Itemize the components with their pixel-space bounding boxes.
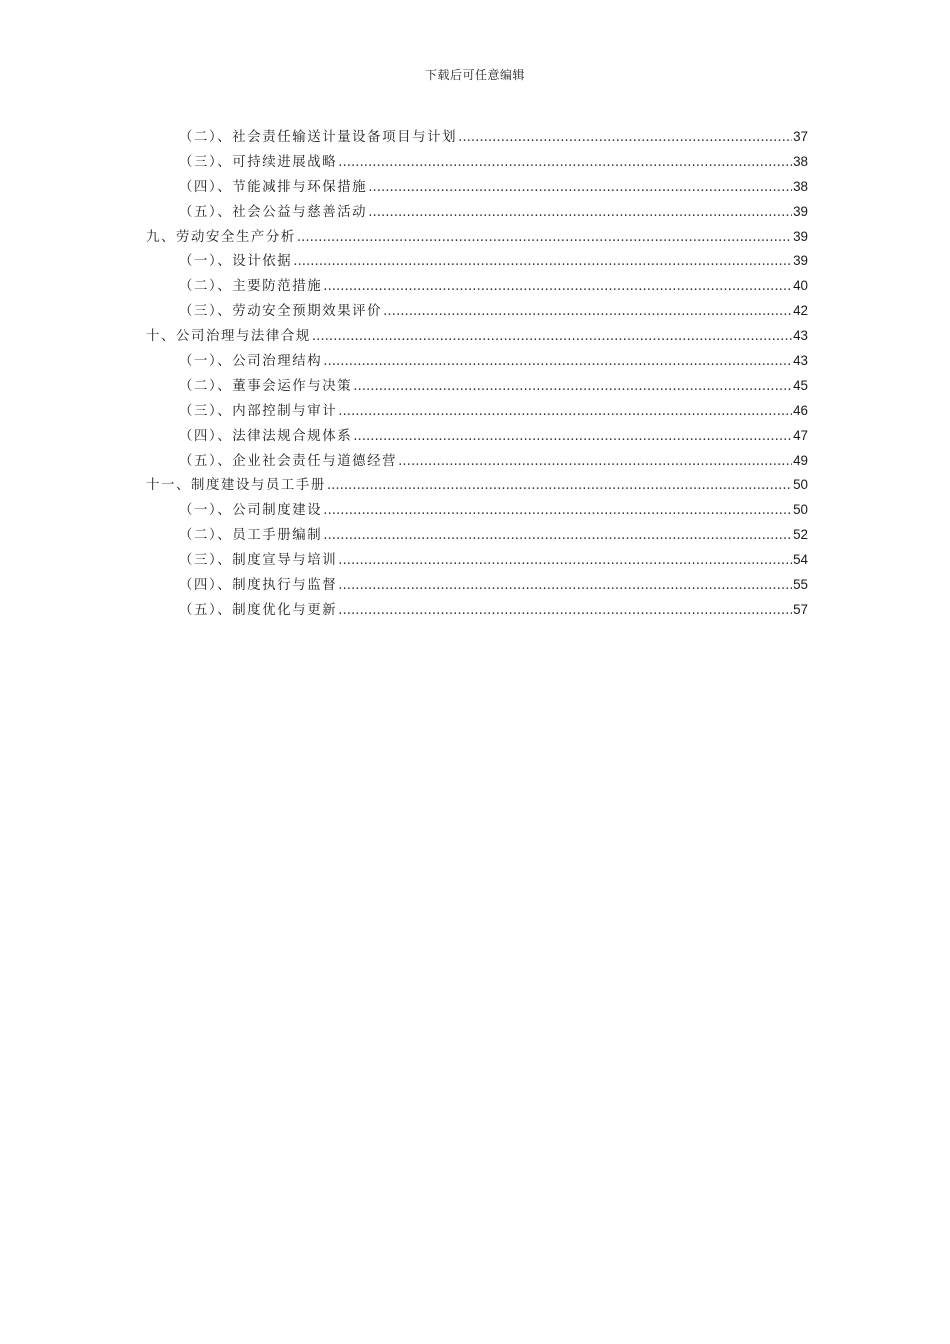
toc-dot-leader bbox=[398, 454, 792, 469]
toc-page-number: 52 bbox=[793, 527, 808, 543]
toc-entry-title: （五）、社会公益与慈善活动 bbox=[179, 204, 368, 220]
toc-entry-title: （四）、法律法规合规体系 bbox=[179, 428, 353, 444]
toc-page-number: 46 bbox=[793, 402, 808, 418]
toc-section-entry[interactable] bbox=[146, 400, 808, 425]
toc-page-number: 50 bbox=[793, 477, 808, 493]
toc-dot-leader bbox=[338, 603, 792, 618]
toc-section-entry[interactable] bbox=[146, 375, 808, 400]
toc-section-entry[interactable] bbox=[146, 250, 808, 275]
toc-page-number: 37 bbox=[793, 129, 808, 144]
toc-entry-title: （二）、社会责任输送计量设备项目与计划 bbox=[179, 130, 458, 145]
toc-section-entry[interactable] bbox=[146, 599, 808, 624]
toc-page-number: 55 bbox=[793, 577, 808, 593]
toc-chapter-entry[interactable] bbox=[146, 226, 808, 251]
toc-dot-leader bbox=[293, 254, 792, 269]
toc-entry-title: （一）、公司制度建设 bbox=[179, 503, 323, 519]
toc-dot-leader bbox=[338, 553, 792, 568]
toc-dot-leader bbox=[368, 205, 792, 220]
toc-dot-leader bbox=[368, 180, 792, 195]
toc-section-entry[interactable] bbox=[146, 350, 808, 375]
toc-dot-leader bbox=[323, 528, 792, 543]
toc-entry-title: （一）、公司治理结构 bbox=[179, 354, 323, 370]
toc-entry-title: （三）、劳动安全预期效果评价 bbox=[179, 304, 383, 320]
table-of-contents bbox=[146, 126, 808, 624]
toc-entry-title: （五）、企业社会责任与道德经营 bbox=[179, 453, 398, 469]
toc-page-number: 49 bbox=[793, 452, 808, 468]
toc-dot-leader bbox=[323, 503, 792, 518]
toc-entry-title: （四）、制度执行与监督 bbox=[179, 578, 338, 594]
toc-section-entry[interactable] bbox=[146, 176, 808, 201]
toc-page-number: 42 bbox=[793, 303, 808, 319]
toc-entry-title: （三）、内部控制与审计 bbox=[179, 403, 338, 419]
toc-section-entry[interactable] bbox=[146, 499, 808, 524]
toc-page-number: 38 bbox=[793, 153, 808, 169]
toc-page-number: 54 bbox=[793, 552, 808, 568]
toc-section-entry[interactable] bbox=[146, 151, 808, 176]
toc-section-entry[interactable] bbox=[146, 450, 808, 475]
toc-dot-leader bbox=[338, 155, 792, 170]
toc-chapter-entry[interactable] bbox=[146, 325, 808, 350]
toc-dot-leader bbox=[383, 304, 792, 319]
toc-entry-title: 十、公司治理与法律合规 bbox=[146, 329, 311, 345]
toc-page-number: 38 bbox=[793, 178, 808, 194]
toc-dot-leader bbox=[458, 130, 792, 145]
toc-entry-title: （五）、制度优化与更新 bbox=[179, 602, 338, 618]
toc-entry-title: （四）、节能减排与环保措施 bbox=[179, 179, 368, 195]
toc-page-number: 40 bbox=[793, 278, 808, 294]
toc-dot-leader bbox=[338, 578, 792, 593]
toc-section-entry[interactable] bbox=[146, 126, 808, 151]
toc-page-number: 45 bbox=[793, 377, 808, 393]
toc-section-entry[interactable] bbox=[146, 574, 808, 599]
toc-page-number: 39 bbox=[793, 228, 808, 244]
toc-page-number: 43 bbox=[793, 328, 808, 344]
toc-page-number: 57 bbox=[793, 601, 808, 617]
toc-dot-leader bbox=[297, 230, 792, 245]
toc-section-entry[interactable] bbox=[146, 201, 808, 226]
toc-entry-title: （二）、主要防范措施 bbox=[179, 279, 323, 295]
toc-page-number: 43 bbox=[793, 353, 808, 369]
toc-chapter-entry[interactable] bbox=[146, 474, 808, 499]
toc-entry-title: （三）、制度宣导与培训 bbox=[179, 553, 338, 569]
toc-dot-leader bbox=[312, 329, 792, 344]
toc-page-number: 39 bbox=[793, 253, 808, 269]
toc-entry-title: （二）、董事会运作与决策 bbox=[179, 378, 353, 394]
toc-entry-title: （一）、设计依据 bbox=[179, 254, 293, 270]
toc-page-number: 50 bbox=[793, 502, 808, 518]
toc-entry-title: （二）、员工手册编制 bbox=[179, 528, 323, 544]
toc-section-entry[interactable] bbox=[146, 549, 808, 574]
toc-page-number: 47 bbox=[793, 427, 808, 443]
page-header: 下载后可任意编辑 bbox=[424, 68, 525, 82]
toc-section-entry[interactable] bbox=[146, 524, 808, 549]
toc-dot-leader bbox=[327, 478, 792, 493]
toc-page-number: 39 bbox=[793, 203, 808, 219]
toc-dot-leader bbox=[353, 429, 792, 444]
toc-section-entry[interactable] bbox=[146, 425, 808, 450]
toc-dot-leader bbox=[323, 354, 792, 369]
toc-dot-leader bbox=[338, 404, 792, 419]
toc-dot-leader bbox=[323, 279, 792, 294]
toc-section-entry[interactable] bbox=[146, 275, 808, 300]
toc-entry-title: （三）、可持续进展战略 bbox=[179, 154, 338, 170]
toc-entry-title: 九、劳动安全生产分析 bbox=[146, 229, 296, 245]
toc-entry-title: 十一、制度建设与员工手册 bbox=[146, 478, 326, 494]
toc-section-entry[interactable] bbox=[146, 300, 808, 325]
toc-dot-leader bbox=[353, 379, 792, 394]
